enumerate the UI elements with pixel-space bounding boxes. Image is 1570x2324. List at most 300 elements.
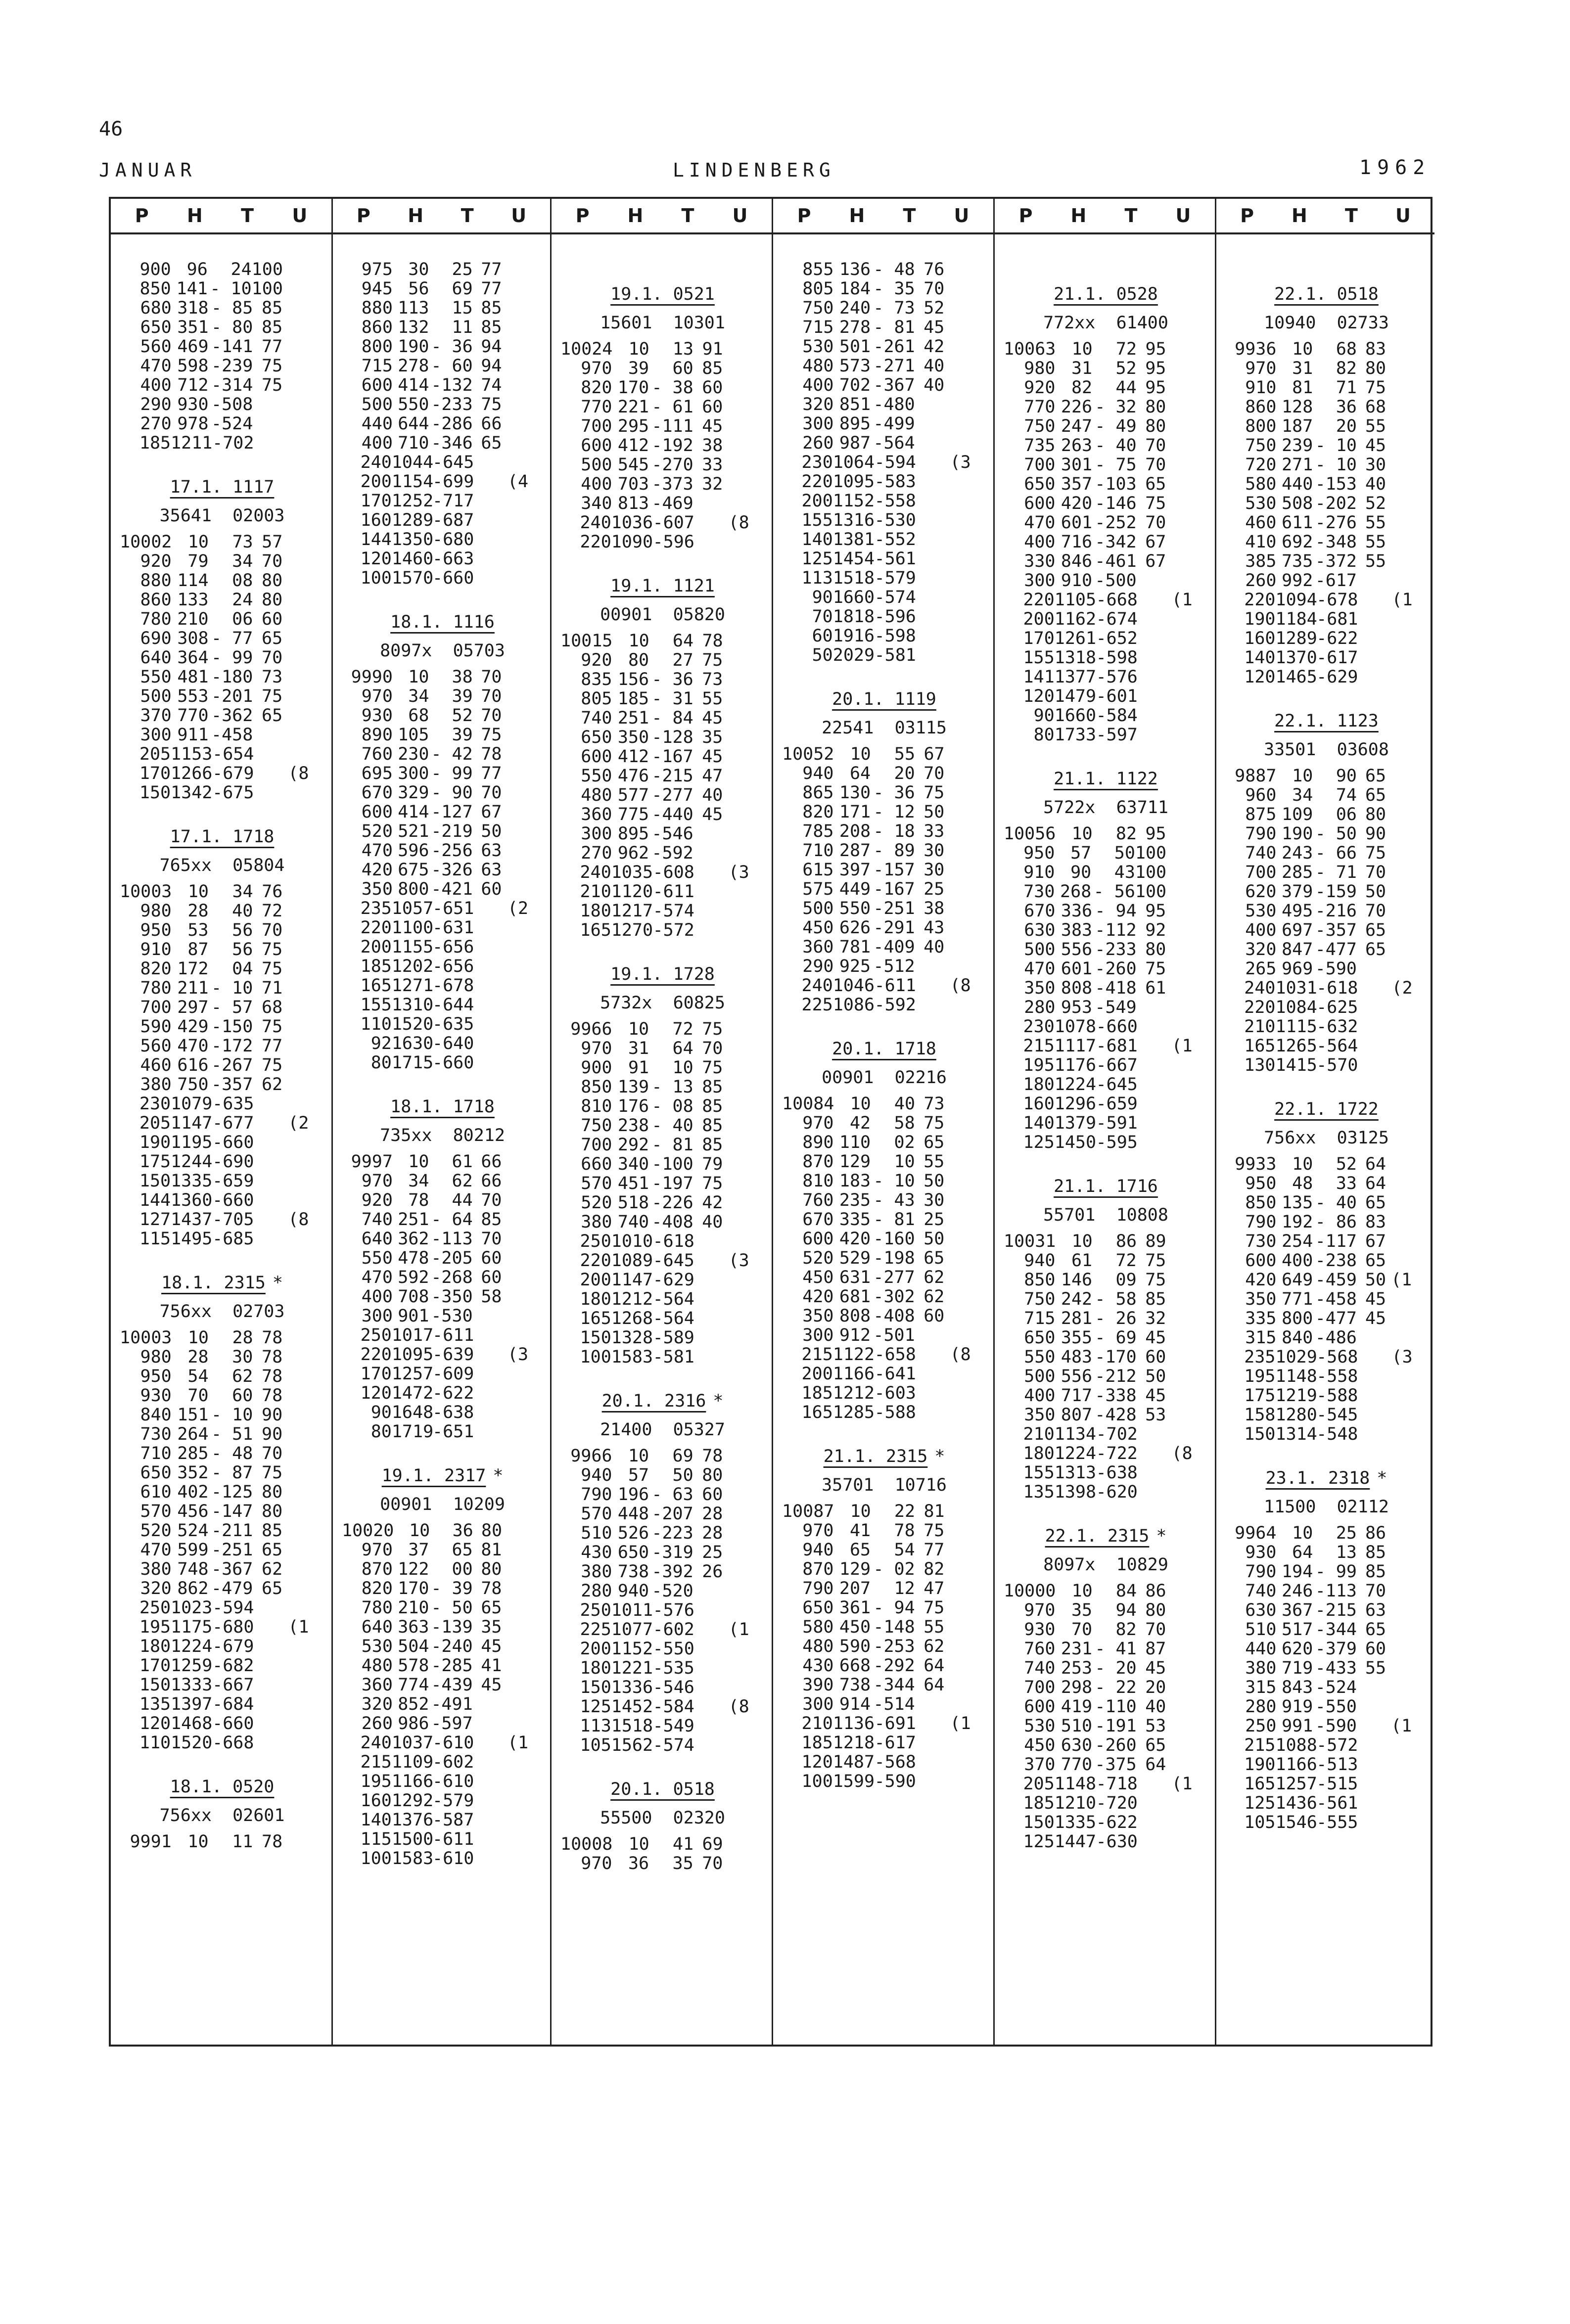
cell-u: 75 [481, 725, 502, 745]
cell-u: 80 [1145, 1600, 1166, 1620]
cell-n [944, 880, 986, 899]
cell-t: -660 [1096, 1017, 1138, 1037]
cell-h: 10 [850, 744, 871, 764]
cell-u [474, 472, 503, 492]
night-marker: * [1377, 1468, 1387, 1488]
cell-n [503, 549, 543, 569]
column-header-label: U [732, 205, 748, 227]
cell-t: -570 [1316, 1055, 1358, 1075]
cell-t: 12 [894, 1579, 915, 1598]
cell-t: -635 [212, 1094, 254, 1114]
cell-t: -515 [1316, 1774, 1358, 1794]
sounding-block [120, 260, 324, 453]
cell-h: 268 [1060, 882, 1092, 902]
table-row [342, 1598, 543, 1618]
cell-t: -112 [1095, 920, 1137, 940]
table-row [1225, 552, 1428, 571]
cell-p: 140 [1244, 648, 1276, 668]
cell-n [944, 764, 986, 783]
cell-t: -581 [874, 645, 916, 665]
cell-t: - 41 [1095, 1639, 1137, 1659]
table-row [782, 1268, 986, 1287]
cell-h: 1719 [391, 1422, 434, 1442]
cell-p: 195 [1023, 1055, 1055, 1075]
cell-n: (8 [728, 1697, 749, 1717]
cell-u: 57 [262, 532, 283, 552]
cell-u: 78 [481, 744, 502, 764]
cell-t: -617 [1316, 648, 1358, 668]
cell-n [944, 1133, 986, 1152]
cell-t: -564 [873, 433, 915, 453]
column-header-label: T [1344, 205, 1358, 227]
cell-h: 31 [1292, 359, 1313, 378]
cell-t: 06 [232, 609, 253, 629]
cell-h: 190 [1282, 824, 1313, 844]
table-row [782, 1094, 986, 1114]
cell-t: -191 [1095, 1716, 1137, 1736]
cell-t: 64 [672, 631, 694, 651]
cell-t: -239 [211, 356, 253, 376]
cell-t: 65 [452, 1540, 473, 1560]
sounding-ident: 756xx 03125 [1264, 1128, 1389, 1148]
cell-n [945, 745, 986, 764]
cell-n: (8 [288, 1210, 309, 1230]
cell-p: 315 [1245, 1678, 1277, 1697]
cell-u: 70 [481, 706, 502, 726]
table-row [1004, 378, 1208, 398]
cell-h: 171 [839, 802, 871, 822]
cell-t: -579 [874, 568, 916, 588]
cell-n [502, 414, 543, 434]
cell-p: 385 [1245, 551, 1277, 571]
cell-t: -598 [1096, 648, 1138, 668]
cell-n: (3 [950, 453, 971, 472]
cell-h: 781 [839, 937, 871, 957]
table-row [1004, 1582, 1208, 1601]
cell-n [503, 530, 543, 549]
cell-n [723, 417, 765, 436]
sounding-block [1225, 279, 1428, 687]
cell-p: 980 [1024, 359, 1056, 378]
cell-t: 00 [452, 1559, 473, 1579]
cell-u: 78 [262, 1328, 283, 1348]
cell-p: 170 [360, 1364, 392, 1384]
cell-p: 630 [1245, 1600, 1277, 1620]
table-row [560, 709, 765, 728]
cell-u [1138, 1463, 1167, 1483]
cell-t: -344 [1315, 1620, 1357, 1640]
cell-u [694, 1640, 724, 1659]
cell-h: 364 [177, 648, 209, 668]
cell-h: 146 [1061, 1270, 1093, 1290]
cell-n [503, 569, 543, 588]
cell-u: 40 [924, 937, 945, 957]
table-row [560, 1447, 765, 1466]
cell-u: 85 [481, 318, 502, 337]
column-header-label: T [461, 205, 474, 227]
cell-t: -667 [1096, 1055, 1138, 1075]
cell-u [1138, 1483, 1167, 1502]
cell-t: -111 [651, 416, 693, 436]
cell-u: 35 [702, 728, 723, 747]
cell-u: 80 [262, 590, 283, 610]
cell-p: 970 [581, 1854, 612, 1873]
table-row [560, 1601, 765, 1620]
cell-n [724, 1736, 765, 1755]
cell-u: 45 [1145, 1328, 1166, 1348]
table-row [1225, 610, 1428, 629]
cell-t: -607 [652, 513, 694, 533]
cell-p: 510 [581, 1523, 612, 1543]
cell-p: 970 [361, 1540, 393, 1560]
cell-h: 1115 [1275, 1017, 1317, 1037]
cell-p: 970 [581, 359, 612, 378]
cell-u: 40 [1145, 1697, 1166, 1717]
cell-h: 1036 [611, 513, 653, 533]
cell-n [945, 607, 986, 627]
table-row [560, 670, 765, 689]
cell-h: 10 [187, 1328, 209, 1348]
table-row [782, 260, 986, 279]
cell-p: 120 [360, 1383, 392, 1403]
cell-t: -549 [652, 1716, 694, 1736]
table-row [782, 530, 986, 549]
table-row [120, 1676, 324, 1695]
cell-u: 77 [481, 260, 502, 279]
cell-n [944, 1307, 986, 1326]
cell-u: 65 [262, 1540, 283, 1560]
table-row [342, 1695, 543, 1714]
cell-n [282, 414, 324, 434]
cell-t: -260 [1095, 959, 1137, 979]
cell-n [1167, 1075, 1208, 1094]
table-row [1004, 591, 1208, 610]
cell-u: 50 [924, 802, 945, 822]
cell-h: 738 [839, 1675, 871, 1695]
sounding-ident: 5732x 60825 [600, 993, 725, 1013]
cell-h: 1257 [391, 1364, 434, 1384]
sounding-title [1225, 279, 1428, 310]
cell-u: 60 [1365, 1639, 1386, 1659]
table-row [120, 726, 324, 745]
cell-u [254, 783, 283, 803]
table-row [782, 996, 986, 1015]
table-row [342, 318, 543, 337]
cell-n [723, 1058, 765, 1078]
cell-u: 45 [1365, 436, 1386, 456]
cell-p: 235 [360, 899, 392, 918]
sounding-datetime: 22.1. 0518 [1274, 284, 1379, 304]
cell-u: 67 [924, 744, 945, 764]
sounding-ident: 35701 10716 [822, 1475, 947, 1495]
cell-t: -564 [652, 1309, 694, 1328]
table-row [560, 1562, 765, 1582]
cell-h: 692 [1282, 532, 1313, 552]
table-row [1225, 1697, 1428, 1717]
cell-h: 10 [187, 882, 209, 902]
cell-t: -610 [432, 1849, 474, 1868]
cell-u [474, 1733, 503, 1753]
cell-n [282, 1463, 324, 1483]
cell-h: 1335 [171, 1171, 213, 1191]
cell-u [254, 1094, 283, 1114]
cell-h: 139 [617, 1077, 649, 1097]
cell-p: 470 [361, 841, 393, 861]
cell-u [694, 1659, 724, 1678]
table-row [342, 1772, 543, 1791]
cell-h: 1648 [391, 1403, 434, 1422]
cell-u [916, 646, 945, 665]
sounding-block [1004, 279, 1208, 745]
cell-p: 215 [801, 1345, 833, 1365]
table-row [560, 1736, 765, 1755]
cell-p: 160 [1023, 1094, 1055, 1114]
table-row [120, 1037, 324, 1056]
sounding-title [782, 1441, 986, 1472]
table-row [120, 299, 324, 318]
cell-t: -595 [1096, 1133, 1138, 1152]
table-row [1225, 863, 1428, 882]
cell-t: -574 [874, 588, 916, 607]
cell-p: 110 [360, 1014, 392, 1034]
cell-h: 1023 [171, 1598, 213, 1618]
night-marker: * [1156, 1526, 1167, 1546]
cell-u: 70 [1365, 863, 1386, 882]
cell-n [723, 1174, 765, 1193]
cell-n [1167, 1794, 1208, 1813]
cell-t: -656 [432, 957, 474, 976]
cell-h: 1217 [611, 901, 653, 921]
cell-t: - 50 [431, 1598, 473, 1618]
column-header-label: H [408, 205, 424, 227]
cell-n [944, 822, 986, 841]
cell-p: 890 [802, 1133, 834, 1152]
cell-p: 180 [139, 1637, 171, 1656]
cell-n [724, 1640, 765, 1659]
sounding-ident: 21400 05327 [600, 1420, 725, 1440]
cell-u [1357, 959, 1386, 979]
cell-n [1386, 398, 1428, 417]
cell-h: 1546 [1275, 1813, 1317, 1832]
cell-p: 205 [139, 1113, 171, 1133]
cell-p: 370 [140, 706, 172, 726]
cell-t: -501 [873, 1325, 915, 1345]
cell-t: -418 [1095, 978, 1137, 998]
cell-u [474, 996, 503, 1015]
cell-n [282, 1406, 324, 1425]
cell-p: 240 [580, 863, 611, 882]
cell-u: 50 [1365, 1270, 1386, 1290]
cell-u: 70 [924, 764, 945, 783]
cell-h: 192 [1282, 1212, 1313, 1232]
cell-p: 150 [580, 1678, 611, 1697]
sounding-title [342, 607, 543, 638]
cell-u: 50 [924, 1229, 945, 1249]
table-row [1225, 1620, 1428, 1640]
cell-u: 45 [1145, 1386, 1166, 1406]
cell-p: 10003 [120, 1328, 172, 1348]
cell-n [503, 1365, 543, 1384]
cell-p: 700 [1024, 455, 1056, 475]
cell-u [694, 921, 724, 940]
cell-n [503, 918, 543, 938]
cell-p: 140 [801, 530, 833, 549]
cell-h: 1117 [1054, 1036, 1097, 1056]
cell-u [1138, 1775, 1167, 1794]
sounding-ident: 00901 02216 [822, 1068, 947, 1088]
cell-p: 10084 [782, 1094, 834, 1114]
cell-n [944, 1637, 986, 1656]
cell-t: 82 [1115, 824, 1137, 844]
cell-n [1167, 1133, 1208, 1152]
cell-h: 39 [628, 359, 649, 378]
cell-t: -392 [651, 1562, 693, 1582]
cell-t: -718 [1096, 1774, 1138, 1794]
cell-t: -302 [873, 1287, 915, 1307]
cell-h: 1166 [832, 1364, 875, 1384]
sounding-title [560, 1386, 765, 1416]
cell-h: 1379 [1054, 1113, 1097, 1133]
table-row [782, 337, 986, 357]
sounding-datetime: 20.1. 1718 [832, 1039, 936, 1059]
cell-h: 719 [1282, 1658, 1313, 1678]
cell-h: 451 [617, 1174, 649, 1193]
cell-t: -654 [212, 744, 254, 764]
cell-t: -198 [873, 1248, 915, 1268]
cell-n [502, 434, 543, 453]
cell-t: 04 [232, 959, 253, 979]
table-row [342, 1521, 543, 1541]
cell-t: -319 [651, 1543, 693, 1562]
cell-t: -651 [432, 1422, 474, 1442]
cell-n [1167, 610, 1208, 629]
cell-t: -685 [212, 1229, 254, 1249]
cell-t: - 84 [651, 708, 693, 728]
cell-n [502, 745, 543, 764]
cell-u [1358, 1367, 1387, 1386]
cell-t: 06 [1336, 805, 1357, 824]
cell-p: 150 [139, 1171, 171, 1191]
header-month: JANUAR [99, 159, 197, 181]
cell-t: -674 [1096, 609, 1138, 629]
cell-p: 460 [140, 1055, 172, 1075]
cell-p: 865 [802, 783, 834, 803]
cell-n [944, 803, 986, 822]
cell-h: 631 [839, 1268, 871, 1287]
cell-n [282, 668, 324, 687]
cell-p: 280 [1245, 1697, 1277, 1717]
cell-p: 92 [370, 1034, 392, 1053]
cell-p: 820 [361, 1579, 393, 1598]
table-row [782, 1772, 986, 1791]
cell-h: 239 [1282, 436, 1313, 456]
cell-t: - 81 [873, 1210, 915, 1230]
cell-u: 75 [702, 1174, 723, 1193]
cell-p: 400 [1024, 1386, 1056, 1406]
column-header-label: U [954, 205, 970, 227]
cell-h: 919 [1282, 1697, 1313, 1717]
cell-t: - 42 [431, 744, 473, 764]
cell-n [1166, 998, 1208, 1017]
cell-u [1138, 1444, 1167, 1463]
cell-h: 114 [177, 571, 209, 591]
cell-t: -148 [873, 1617, 915, 1637]
cell-h: 1570 [391, 568, 434, 588]
cell-p: 740 [1245, 1581, 1277, 1601]
cell-p: 400 [1024, 532, 1056, 552]
table-row [560, 1697, 765, 1717]
cell-n [1166, 1717, 1208, 1736]
cell-h: 771 [1282, 1289, 1313, 1309]
cell-u [254, 1637, 283, 1656]
cell-p: 610 [140, 1482, 172, 1502]
cell-p: 210 [801, 1714, 833, 1733]
cell-n: (1 [950, 1714, 971, 1733]
table-row [120, 959, 324, 979]
table-row [342, 1326, 543, 1345]
cell-h: 750 [177, 1075, 209, 1094]
sounding-ident: 756xx 02601 [159, 1806, 285, 1825]
cell-h: 308 [177, 629, 209, 648]
cell-n: (8 [950, 976, 971, 996]
cell-n [503, 511, 543, 530]
cell-u [916, 1384, 945, 1403]
cell-u: 75 [1145, 1270, 1166, 1290]
cell-u [694, 1348, 724, 1367]
cell-u: 60 [262, 609, 283, 629]
cell-p: 700 [1024, 1678, 1056, 1697]
cell-p: 200 [580, 1270, 611, 1290]
cell-t: 69 [672, 1446, 693, 1466]
cell-u: 75 [481, 395, 502, 414]
cell-h: 553 [177, 686, 209, 706]
cell-p: 590 [140, 1017, 172, 1037]
cell-h: 1583 [611, 1347, 653, 1367]
cell-t: 27 [672, 650, 693, 670]
sounding-title [782, 684, 986, 715]
cell-u [694, 1309, 724, 1328]
cell-h: 449 [839, 879, 871, 899]
cell-h: 1660 [1054, 706, 1097, 726]
cell-h: 264 [177, 1424, 209, 1444]
table-row [560, 1174, 765, 1193]
cell-t: -147 [211, 1502, 253, 1521]
table-row [120, 591, 324, 610]
cell-n [723, 1213, 765, 1232]
sounding-ident: 10940 02733 [1264, 313, 1389, 333]
cell-u [474, 492, 503, 511]
table-row [120, 1714, 324, 1733]
table-row [560, 475, 765, 494]
table-row [120, 882, 324, 902]
cell-n [282, 571, 324, 591]
cell-t: 10 [894, 1152, 915, 1172]
cell-p: 400 [361, 1287, 393, 1307]
table-row [1004, 940, 1208, 959]
cell-t: -645 [652, 1251, 694, 1271]
cell-p: 430 [802, 1656, 834, 1676]
cell-n [1386, 1328, 1428, 1348]
cell-t: -629 [1316, 667, 1358, 687]
cell-p: 120 [1023, 686, 1055, 706]
cell-h: 697 [1282, 920, 1313, 940]
cell-n [1166, 436, 1208, 456]
cell-h: 361 [839, 1598, 871, 1618]
cell-p: 900 [139, 260, 171, 279]
cell-u: 80 [262, 1502, 283, 1521]
cell-h: 1244 [171, 1152, 213, 1172]
cell-h: 1271 [391, 976, 434, 996]
